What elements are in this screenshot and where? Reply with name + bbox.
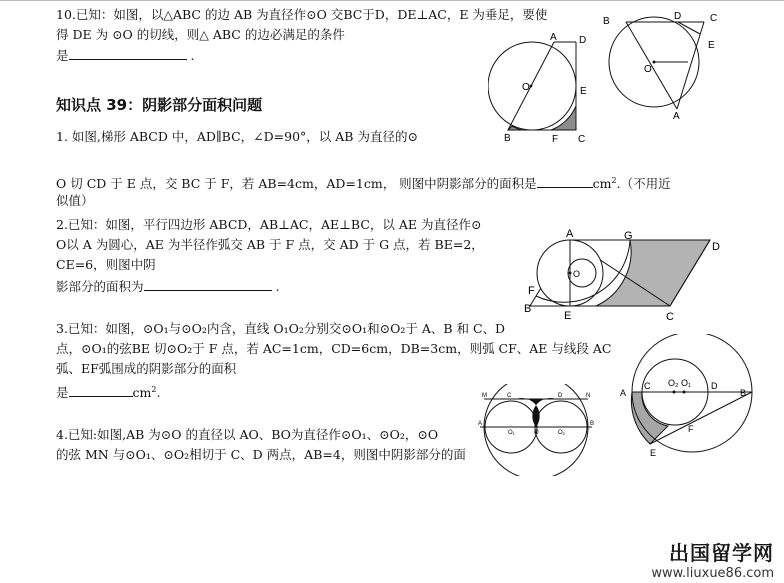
fig3-label-E: E [650,448,657,458]
fig4-label-M: M [482,393,487,399]
fig2-label-D: D [712,241,720,253]
fig4-label-C: C [507,393,512,399]
q3-line1: 3.已知：如图，⊙O₁与⊙O₂内含，直线 O₁O₂分别交⊙O₁和⊙O₂于 A、B 和 C、D [56,321,506,336]
fig4-label-D: D [558,393,563,399]
watermark [651,537,774,581]
figure-q4 [478,384,596,476]
figure-q10 [598,4,728,120]
q3-line3: 弧、EF弧围成的阴影部分的面积 [56,361,237,376]
q4-line1: 4.已知:如图,AB 为⊙O 的直径以 AO、BO为直径作⊙O₁、⊙O₂，⊙O [56,427,439,442]
fig3-label-A: A [620,388,627,398]
fig10-label-E: E [708,40,715,51]
q2-answer-blank[interactable] [144,277,272,291]
fig4-label-B: B [590,421,595,427]
fig10-label-B: B [603,16,610,27]
fig2-label-C: C [666,311,674,323]
q3-line2: 点，⊙O₁的弦BE 切⊙O₂于 F 点，若 AC=1cm，CD=6cm，DB=3cm，则弧 CF、AE 与线段 AC [56,341,612,356]
q3-line4: 是 $cm^2$. [56,385,161,401]
q1-line2: O 切 CD 于 E 点，交 BC 于 F，若 AB=4cm，AD=1cm， 则图中阴影部分的面积是 $cm^2$.（不用近 [56,176,671,192]
q10-line3: 是 . [56,48,195,63]
q1-line3: 似值） [56,193,94,208]
fig10-label-C: C [710,13,718,24]
fig4-label-O2: O2 [558,430,565,436]
figure-q2 [522,226,728,326]
fig3-label-D: D [711,381,718,391]
fig1-label-O: O [522,82,530,93]
fig4-label-O: O [534,430,539,436]
q4-line2: 的弦 MN 与⊙O₁、⊙O₂相切于 C、D 两点，AB=4，则图中阴影部分的面 [56,447,466,462]
fig2-label-F: F [528,285,535,297]
figure-q3 [612,334,754,458]
q10-line2: 得 DE 为 ⊙O 的切线，则△ ABC 的边必满足的条件 [56,27,345,42]
watermark-url[interactable]: www.liuxue86.com [651,566,774,581]
top-rule [0,0,784,1]
fig4-label-O1: O1 [508,430,515,436]
fig3-label-B: B [740,388,747,398]
fig3-label-O2O1: O₂ O₁ [668,378,692,388]
fig2-label-O: O [573,269,581,279]
q2-line1: 2.已知：如图，平行四边形 ABCD，AB⊥AC，AE⊥BC，以 AE 为直径作⊙ [56,217,482,232]
fig1-label-F: F [552,134,559,145]
fig10-label-A: A [673,111,680,120]
fig1-label-B: B [504,133,511,144]
fig4-label-A: A [478,421,483,427]
fig2-label-B: B [524,303,532,315]
watermark-brand: 出国留学网 [669,541,774,565]
fig2-label-A: A [566,228,574,240]
fig10-label-D: D [674,11,682,22]
q1-line1: 1. 如图,梯形 ABCD 中，AD∥BC，∠D=90°，以 AB 为直径的⊙ [56,129,418,144]
fig1-label-D: D [579,35,587,46]
fig1-label-C: C [578,134,586,145]
section-title: 知识点 39：阴影部分面积问题 [56,96,263,114]
fig2-label-E: E [564,310,572,322]
fig3-label-C: C [644,381,651,391]
q2-line3: CE=6，则图中阴 [56,257,156,272]
q2-line2: O以 A 为圆心，AE 为半径作弧交 AB 于 F 点，交 AD 于 G 点，若 BE=2， [56,237,484,252]
q1-answer-blank[interactable] [537,174,593,188]
q2-line4: 影部分的面积为 . [56,279,280,294]
fig4-label-N: N [586,393,591,399]
fig1-label-E: E [580,86,587,97]
fig2-label-G: G [624,230,633,242]
q10-answer-blank[interactable] [69,46,187,60]
q10-line1: 10.已知：如图，以△ABC 的边 AB 为直径作⊙O 交BC于D，DE⊥AC，E 为垂足，要使 [56,7,548,22]
figure-q1 [488,30,598,148]
fig10-label-O: O [644,64,652,75]
q3-answer-blank[interactable] [69,383,133,397]
fig1-label-A: A [550,32,557,43]
fig3-label-F: F [688,424,694,434]
